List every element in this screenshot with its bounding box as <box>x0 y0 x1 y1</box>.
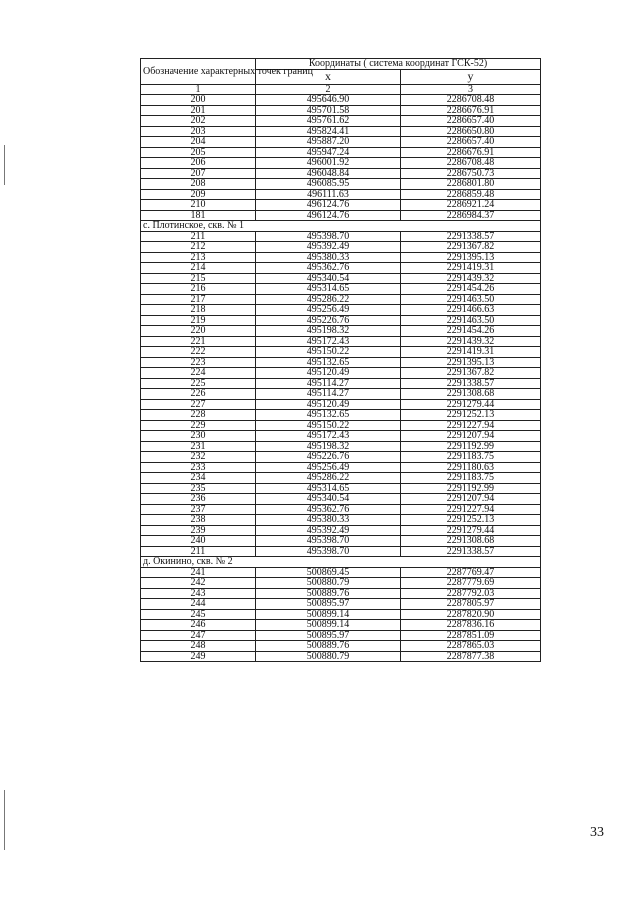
point-id-cell: 245 <box>141 609 256 620</box>
point-id-cell: 203 <box>141 126 256 137</box>
x-coordinate-cell: 495172.43 <box>256 336 401 347</box>
y-coordinate-cell: 2291207.94 <box>401 494 541 505</box>
x-coordinate-cell: 495314.65 <box>256 483 401 494</box>
point-id-cell: 227 <box>141 399 256 410</box>
y-coordinate-cell: 2291183.75 <box>401 452 541 463</box>
point-id-cell: 225 <box>141 378 256 389</box>
x-coordinate-cell: 495172.43 <box>256 431 401 442</box>
point-id-cell: 248 <box>141 641 256 652</box>
x-coordinate-cell: 495380.33 <box>256 252 401 263</box>
y-coordinate-cell: 2287877.38 <box>401 651 541 662</box>
x-coordinate-cell: 496124.76 <box>256 200 401 211</box>
x-coordinate-cell: 495132.65 <box>256 357 401 368</box>
point-id-cell: 181 <box>141 210 256 221</box>
x-coordinate-cell: 495398.70 <box>256 231 401 242</box>
point-id-cell: 213 <box>141 252 256 263</box>
table-row <box>141 641 541 652</box>
table-row <box>141 189 541 200</box>
point-id-cell: 208 <box>141 179 256 190</box>
col-number-1: 1 <box>141 84 256 95</box>
x-coordinate-cell: 495380.33 <box>256 515 401 526</box>
x-coordinate-cell: 495132.65 <box>256 410 401 421</box>
x-coordinate-cell: 500869.45 <box>256 567 401 578</box>
point-id-cell: 247 <box>141 630 256 641</box>
y-coordinate-cell: 2286750.73 <box>401 168 541 179</box>
coordinates-table-body <box>141 95 541 662</box>
table-row <box>141 410 541 421</box>
y-coordinate-cell: 2287820.90 <box>401 609 541 620</box>
table-row <box>141 630 541 641</box>
table-row <box>141 504 541 515</box>
table-row <box>141 578 541 589</box>
y-coordinate-cell: 2286984.37 <box>401 210 541 221</box>
table-row <box>141 158 541 169</box>
y-coordinate-cell: 2287865.03 <box>401 641 541 652</box>
point-id-cell: 228 <box>141 410 256 421</box>
point-id-cell: 217 <box>141 294 256 305</box>
table-row <box>141 399 541 410</box>
x-coordinate-cell: 500895.97 <box>256 630 401 641</box>
x-coordinate-cell: 495398.70 <box>256 536 401 547</box>
x-coordinate-cell: 495340.54 <box>256 273 401 284</box>
section-label: с. Плотинское, скв. № 1 <box>141 221 541 232</box>
x-coordinate-cell: 495114.27 <box>256 378 401 389</box>
x-coordinate-cell: 495362.76 <box>256 504 401 515</box>
point-id-cell: 218 <box>141 305 256 316</box>
point-id-cell: 232 <box>141 452 256 463</box>
table-row <box>141 368 541 379</box>
point-id-cell: 233 <box>141 462 256 473</box>
point-id-cell: 209 <box>141 189 256 200</box>
coordinates-table <box>140 58 541 662</box>
x-coordinate-cell: 495198.32 <box>256 441 401 452</box>
table-row <box>141 452 541 463</box>
x-coordinate-cell: 495198.32 <box>256 326 401 337</box>
x-coordinate-cell: 495362.76 <box>256 263 401 274</box>
table-row <box>141 441 541 452</box>
y-coordinate-cell: 2286801.80 <box>401 179 541 190</box>
y-coordinate-cell: 2286676.91 <box>401 105 541 116</box>
table-row <box>141 494 541 505</box>
table-row <box>141 420 541 431</box>
table-row <box>141 347 541 358</box>
y-coordinate-cell: 2291252.13 <box>401 410 541 421</box>
table-row <box>141 483 541 494</box>
y-coordinate-cell: 2291183.75 <box>401 473 541 484</box>
point-id-cell: 204 <box>141 137 256 148</box>
table-row <box>141 326 541 337</box>
table-row <box>141 200 541 211</box>
x-coordinate-cell: 500889.76 <box>256 588 401 599</box>
table-row <box>141 105 541 116</box>
x-coordinate-cell: 496124.76 <box>256 210 401 221</box>
point-id-cell: 236 <box>141 494 256 505</box>
point-id-cell: 206 <box>141 158 256 169</box>
x-coordinate-cell: 495286.22 <box>256 473 401 484</box>
x-coordinate-cell: 500889.76 <box>256 641 401 652</box>
y-coordinate-cell: 2291419.31 <box>401 263 541 274</box>
x-coordinate-cell: 496085.95 <box>256 179 401 190</box>
y-coordinate-cell: 2291454.26 <box>401 284 541 295</box>
point-id-cell: 211 <box>141 546 256 557</box>
point-id-cell: 212 <box>141 242 256 253</box>
header-row <box>141 59 541 70</box>
table-row <box>141 431 541 442</box>
table-row <box>141 315 541 326</box>
y-coordinate-cell: 2286859.48 <box>401 189 541 200</box>
table-row <box>141 515 541 526</box>
table-row <box>141 242 541 253</box>
y-coordinate-cell: 2287805.97 <box>401 599 541 610</box>
point-id-cell: 210 <box>141 200 256 211</box>
point-id-cell: 207 <box>141 168 256 179</box>
y-coordinate-cell: 2291308.68 <box>401 389 541 400</box>
x-coordinate-cell: 495256.49 <box>256 462 401 473</box>
x-coordinate-cell: 495398.70 <box>256 546 401 557</box>
point-id-cell: 230 <box>141 431 256 442</box>
table-row <box>141 389 541 400</box>
x-coordinate-cell: 495226.76 <box>256 315 401 326</box>
y-coordinate-cell: 2286676.91 <box>401 147 541 158</box>
margin-mark <box>4 145 5 185</box>
table-row <box>141 210 541 221</box>
x-coordinate-cell: 500899.14 <box>256 609 401 620</box>
x-coordinate-cell: 495646.90 <box>256 95 401 106</box>
point-id-cell: 202 <box>141 116 256 127</box>
table-row <box>141 179 541 190</box>
x-coordinate-cell: 495150.22 <box>256 347 401 358</box>
x-coordinate-cell: 496048.84 <box>256 168 401 179</box>
point-id-cell: 231 <box>141 441 256 452</box>
y-coordinate-cell: 2291454.26 <box>401 326 541 337</box>
x-coordinate-cell: 495226.76 <box>256 452 401 463</box>
table-row <box>141 126 541 137</box>
x-coordinate-cell: 495150.22 <box>256 420 401 431</box>
point-id-cell: 222 <box>141 347 256 358</box>
y-coordinate-cell: 2291367.82 <box>401 242 541 253</box>
y-coordinate-cell: 2291466.63 <box>401 305 541 316</box>
y-coordinate-cell: 2291419.31 <box>401 347 541 358</box>
x-coordinate-cell: 495120.49 <box>256 368 401 379</box>
section-row <box>141 557 541 568</box>
point-id-cell: 244 <box>141 599 256 610</box>
point-id-cell: 205 <box>141 147 256 158</box>
table-row <box>141 357 541 368</box>
column-number-row <box>141 84 541 95</box>
y-coordinate-cell: 2291463.50 <box>401 315 541 326</box>
table-row <box>141 305 541 316</box>
x-coordinate-cell: 495286.22 <box>256 294 401 305</box>
y-coordinate-cell: 2287792.03 <box>401 588 541 599</box>
y-coordinate-cell: 2286708.48 <box>401 95 541 106</box>
table-row <box>141 599 541 610</box>
point-id-cell: 220 <box>141 326 256 337</box>
section-row <box>141 221 541 232</box>
point-id-cell: 237 <box>141 504 256 515</box>
point-id-cell: 216 <box>141 284 256 295</box>
point-id-cell: 219 <box>141 315 256 326</box>
table-row <box>141 273 541 284</box>
x-coordinate-cell: 500899.14 <box>256 620 401 631</box>
x-coordinate-cell: 495340.54 <box>256 494 401 505</box>
point-id-cell: 246 <box>141 620 256 631</box>
point-id-cell: 226 <box>141 389 256 400</box>
y-coordinate-cell: 2286657.40 <box>401 137 541 148</box>
x-coordinate-cell: 495314.65 <box>256 284 401 295</box>
page-number: 33 <box>590 825 604 840</box>
point-id-cell: 238 <box>141 515 256 526</box>
y-coordinate-cell: 2287851.09 <box>401 630 541 641</box>
table-row <box>141 651 541 662</box>
point-id-cell: 243 <box>141 588 256 599</box>
table-row <box>141 95 541 106</box>
point-id-cell: 223 <box>141 357 256 368</box>
y-coordinate-cell: 2291463.50 <box>401 294 541 305</box>
y-coordinate-cell: 2291279.44 <box>401 399 541 410</box>
x-coordinate-cell: 495392.49 <box>256 525 401 536</box>
x-coordinate-cell: 495887.20 <box>256 137 401 148</box>
y-coordinate-cell: 2291439.32 <box>401 273 541 284</box>
table-row <box>141 168 541 179</box>
x-coordinate-cell: 495761.62 <box>256 116 401 127</box>
y-coordinate-cell: 2291227.94 <box>401 504 541 515</box>
point-id-cell: 241 <box>141 567 256 578</box>
table-row <box>141 252 541 263</box>
table-row <box>141 294 541 305</box>
y-coordinate-cell: 2291395.13 <box>401 357 541 368</box>
point-id-cell: 211 <box>141 231 256 242</box>
y-coordinate-cell: 2291338.57 <box>401 546 541 557</box>
y-coordinate-cell: 2291308.68 <box>401 536 541 547</box>
table-row <box>141 588 541 599</box>
section-label: д. Окинино, скв. № 2 <box>141 557 541 568</box>
y-coordinate-cell: 2287779.69 <box>401 578 541 589</box>
y-coordinate-cell: 2291252.13 <box>401 515 541 526</box>
x-coordinate-cell: 495114.27 <box>256 389 401 400</box>
y-coordinate-cell: 2287769.47 <box>401 567 541 578</box>
table-row <box>141 336 541 347</box>
point-id-cell: 239 <box>141 525 256 536</box>
y-coordinate-cell: 2291192.99 <box>401 441 541 452</box>
x-coordinate-cell: 495256.49 <box>256 305 401 316</box>
table-row <box>141 620 541 631</box>
y-coordinate-cell: 2291439.32 <box>401 336 541 347</box>
y-coordinate-cell: 2291180.63 <box>401 462 541 473</box>
y-coordinate-cell: 2291395.13 <box>401 252 541 263</box>
y-coordinate-cell: 2291367.82 <box>401 368 541 379</box>
table-row <box>141 536 541 547</box>
point-id-cell: 249 <box>141 651 256 662</box>
col-number-2: 2 <box>256 84 401 95</box>
x-coordinate-cell: 495392.49 <box>256 242 401 253</box>
x-coordinate-cell: 495120.49 <box>256 399 401 410</box>
y-coordinate-cell: 2286708.48 <box>401 158 541 169</box>
y-coordinate-cell: 2291279.44 <box>401 525 541 536</box>
y-coordinate-cell: 2291192.99 <box>401 483 541 494</box>
table-row <box>141 263 541 274</box>
x-coordinate-cell: 500880.79 <box>256 651 401 662</box>
margin-mark <box>4 790 5 850</box>
table-row <box>141 462 541 473</box>
point-id-cell: 224 <box>141 368 256 379</box>
point-id-cell: 240 <box>141 536 256 547</box>
point-id-cell: 214 <box>141 263 256 274</box>
coords-title-header: Координаты ( система координат ГСК-52) <box>256 59 541 70</box>
x-coordinate-cell: 495947.24 <box>256 147 401 158</box>
y-coordinate-cell: 2286657.40 <box>401 116 541 127</box>
y-coordinate-cell: 2291338.57 <box>401 231 541 242</box>
point-id-cell: 221 <box>141 336 256 347</box>
x-coordinate-cell: 500880.79 <box>256 578 401 589</box>
table-row <box>141 137 541 148</box>
table-row <box>141 284 541 295</box>
table-row <box>141 609 541 620</box>
point-id-cell: 235 <box>141 483 256 494</box>
table-row <box>141 525 541 536</box>
point-id-cell: 229 <box>141 420 256 431</box>
table-row <box>141 231 541 242</box>
table-row <box>141 378 541 389</box>
point-id-cell: 242 <box>141 578 256 589</box>
table-row <box>141 116 541 127</box>
x-coordinate-cell: 496001.92 <box>256 158 401 169</box>
designation-header: Обозначение характерных точек границ <box>141 59 256 85</box>
table-row <box>141 567 541 578</box>
y-coordinate-cell: 2286921.24 <box>401 200 541 211</box>
point-id-cell: 234 <box>141 473 256 484</box>
y-coordinate-cell: 2291227.94 <box>401 420 541 431</box>
point-id-cell: 215 <box>141 273 256 284</box>
x-coordinate-cell: 496111.63 <box>256 189 401 200</box>
y-coordinate-cell: 2286650.80 <box>401 126 541 137</box>
y-coordinate-cell: 2287836.16 <box>401 620 541 631</box>
point-id-cell: 201 <box>141 105 256 116</box>
x-coordinate-cell: 495824.41 <box>256 126 401 137</box>
x-header: x <box>256 69 401 84</box>
table-row <box>141 147 541 158</box>
y-coordinate-cell: 2291338.57 <box>401 378 541 389</box>
table-row <box>141 473 541 484</box>
col-number-3: 3 <box>401 84 541 95</box>
x-coordinate-cell: 500895.97 <box>256 599 401 610</box>
point-id-cell: 200 <box>141 95 256 106</box>
y-header: y <box>401 69 541 84</box>
y-coordinate-cell: 2291207.94 <box>401 431 541 442</box>
table-row <box>141 546 541 557</box>
x-coordinate-cell: 495701.58 <box>256 105 401 116</box>
